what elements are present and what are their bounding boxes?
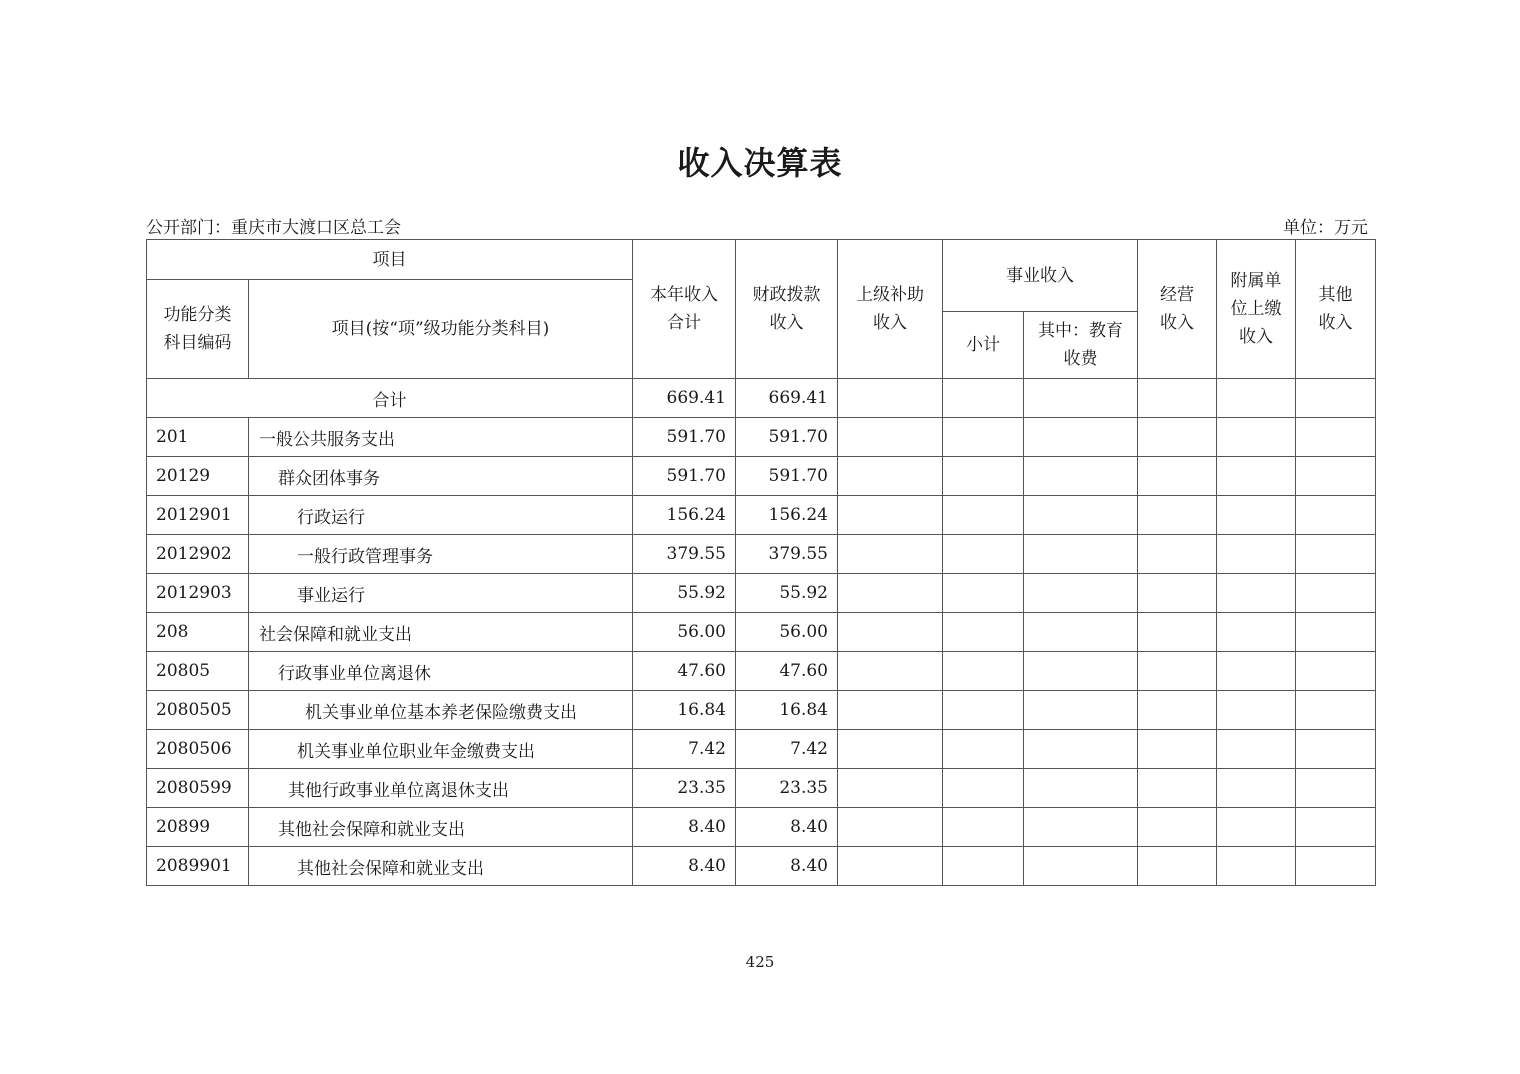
- row-total: 591.70: [633, 457, 736, 496]
- row-code: 208: [147, 613, 249, 652]
- education-fee-header: 其中：教育 收费: [1024, 312, 1138, 379]
- operating-income-header: 经营 收入: [1138, 240, 1217, 379]
- unit-label: 单位：万元: [1283, 218, 1368, 238]
- row-code: 2012903: [147, 574, 249, 613]
- row-fiscal: 56.00: [736, 613, 838, 652]
- table-row: [147, 574, 1376, 613]
- row-fiscal: 156.24: [736, 496, 838, 535]
- row-name: 机关事业单位职业年金缴费支出: [249, 730, 633, 769]
- row-total: 23.35: [633, 769, 736, 808]
- table-row: [147, 535, 1376, 574]
- total-income-value: 669.41: [633, 379, 736, 418]
- row-fiscal: 591.70: [736, 418, 838, 457]
- row-fiscal: 8.40: [736, 808, 838, 847]
- row-total: 56.00: [633, 613, 736, 652]
- income-table: [146, 239, 1376, 886]
- table-row-total: [147, 379, 1376, 418]
- function-code-header: 功能分类 科目编码: [147, 280, 249, 379]
- row-code: 2012901: [147, 496, 249, 535]
- row-code: 2089901: [147, 847, 249, 886]
- table-row: [147, 418, 1376, 457]
- row-name: 机关事业单位基本养老保险缴费支出: [249, 691, 633, 730]
- row-fiscal: 55.92: [736, 574, 838, 613]
- subtotal-header: 小计: [943, 312, 1024, 379]
- row-name: 一般行政管理事务: [249, 535, 633, 574]
- page-number: 425: [745, 953, 775, 971]
- row-total: 156.24: [633, 496, 736, 535]
- row-code: 20805: [147, 652, 249, 691]
- table-row: [147, 613, 1376, 652]
- project-header: 项目: [147, 240, 633, 280]
- table-row: [147, 808, 1376, 847]
- row-fiscal: 16.84: [736, 691, 838, 730]
- row-code: 201: [147, 418, 249, 457]
- row-code: 2080599: [147, 769, 249, 808]
- row-total: 591.70: [633, 418, 736, 457]
- row-name: 社会保障和就业支出: [249, 613, 633, 652]
- affiliated-income-header: 附属单 位上缴 收入: [1217, 240, 1296, 379]
- row-fiscal: 379.55: [736, 535, 838, 574]
- row-fiscal: 47.60: [736, 652, 838, 691]
- row-name: 事业运行: [249, 574, 633, 613]
- table-row: [147, 730, 1376, 769]
- department-label: 公开部门：重庆市大渡口区总工会: [146, 218, 401, 238]
- fiscal-income-value: 669.41: [736, 379, 838, 418]
- table-row: [147, 496, 1376, 535]
- row-name: 其他社会保障和就业支出: [249, 847, 633, 886]
- table-row: [147, 457, 1376, 496]
- table-row: [147, 847, 1376, 886]
- row-fiscal: 8.40: [736, 847, 838, 886]
- row-name: 群众团体事务: [249, 457, 633, 496]
- project-name-header: 项目(按“项”级功能分类科目): [249, 280, 633, 379]
- table-row: [147, 691, 1376, 730]
- row-total: 55.92: [633, 574, 736, 613]
- row-code: 20899: [147, 808, 249, 847]
- superior-subsidy-header: 上级补助 收入: [838, 240, 943, 379]
- table-row: [147, 652, 1376, 691]
- row-code: 2080506: [147, 730, 249, 769]
- total-label: 合计: [147, 379, 633, 418]
- fiscal-income-header: 财政拨款 收入: [736, 240, 838, 379]
- row-total: 8.40: [633, 808, 736, 847]
- row-name: 其他社会保障和就业支出: [249, 808, 633, 847]
- row-total: 47.60: [633, 652, 736, 691]
- total-income-header: 本年收入 合计: [633, 240, 736, 379]
- row-name: 一般公共服务支出: [249, 418, 633, 457]
- business-income-header: 事业收入: [943, 240, 1138, 312]
- row-code: 20129: [147, 457, 249, 496]
- table-row: [147, 769, 1376, 808]
- row-name: 其他行政事业单位离退休支出: [249, 769, 633, 808]
- row-total: 16.84: [633, 691, 736, 730]
- row-total: 379.55: [633, 535, 736, 574]
- row-fiscal: 7.42: [736, 730, 838, 769]
- other-income-header: 其他 收入: [1296, 240, 1376, 379]
- row-fiscal: 23.35: [736, 769, 838, 808]
- row-code: 2080505: [147, 691, 249, 730]
- row-name: 行政运行: [249, 496, 633, 535]
- row-total: 7.42: [633, 730, 736, 769]
- row-total: 8.40: [633, 847, 736, 886]
- row-name: 行政事业单位离退休: [249, 652, 633, 691]
- page-title: 收入决算表: [677, 144, 843, 182]
- row-fiscal: 591.70: [736, 457, 838, 496]
- row-code: 2012902: [147, 535, 249, 574]
